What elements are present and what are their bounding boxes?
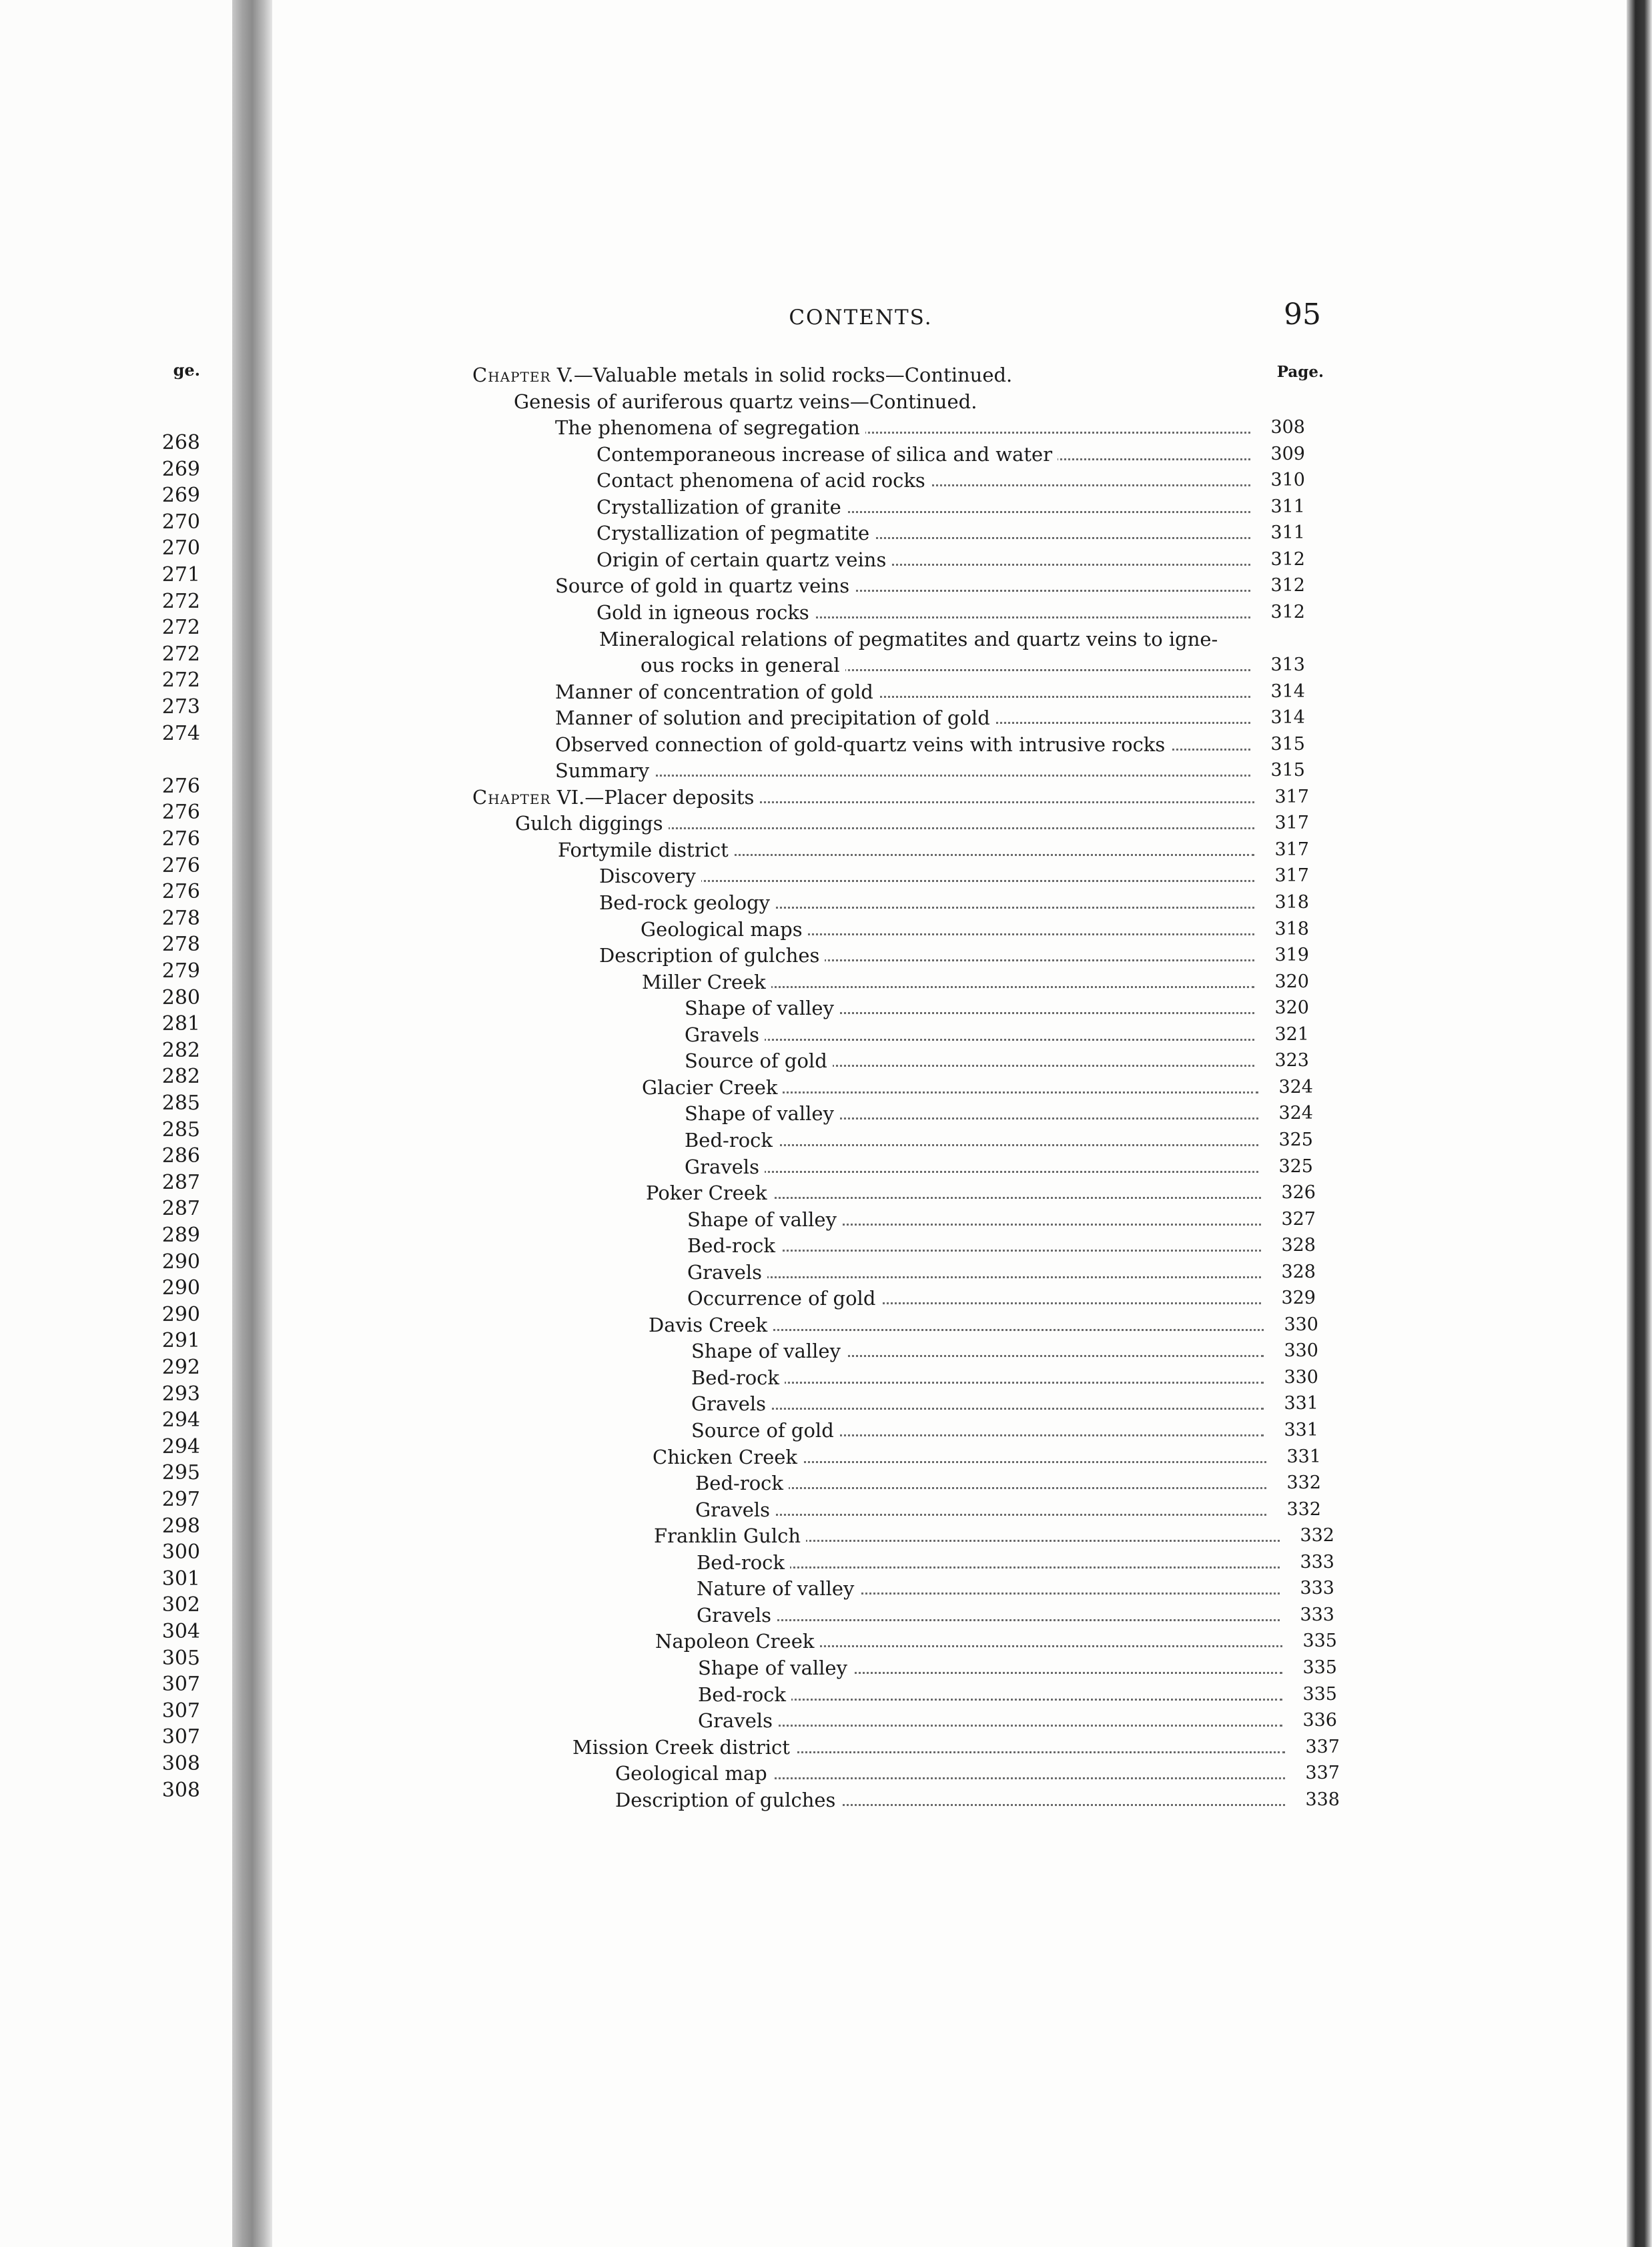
toc-entry-page: 317 bbox=[1270, 863, 1309, 889]
toc-entry-page: 311 bbox=[1266, 520, 1305, 546]
toc-entry-text: Source of gold in quartz veins bbox=[555, 574, 850, 598]
toc-entry-title bbox=[596, 468, 931, 493]
toc-entry-text: Gravels bbox=[698, 1709, 773, 1733]
toc-entry-text: Fortymile district bbox=[558, 838, 729, 861]
left-page-number: 302 bbox=[161, 1593, 200, 1617]
dot-leader bbox=[555, 775, 1250, 777]
toc-entry bbox=[642, 969, 1309, 995]
left-page-number: 281 bbox=[161, 1012, 200, 1036]
toc-entry-page: 311 bbox=[1266, 494, 1305, 520]
toc-entry-page: 331 bbox=[1280, 1418, 1318, 1443]
toc-entry-page: 332 bbox=[1282, 1497, 1321, 1522]
toc-entry bbox=[687, 1286, 1316, 1311]
toc-entry-page: 310 bbox=[1266, 468, 1305, 493]
toc-entry bbox=[697, 1576, 1334, 1601]
toc-entry-page: 337 bbox=[1301, 1761, 1340, 1786]
toc-entry-page: 329 bbox=[1277, 1286, 1316, 1311]
toc-entry-page: 309 bbox=[1266, 442, 1305, 467]
toc-entry-text: Crystallization of pegmatite bbox=[596, 522, 870, 545]
toc-entry-text: Contact phenomena of acid rocks bbox=[596, 469, 925, 492]
toc-entry-title bbox=[596, 547, 891, 572]
left-page-number: 287 bbox=[161, 1170, 200, 1194]
toc-entry-page: 315 bbox=[1266, 758, 1305, 783]
toc-entry bbox=[555, 415, 1305, 440]
toc-entry-page: 324 bbox=[1274, 1075, 1313, 1100]
toc-entry bbox=[691, 1418, 1318, 1443]
toc-entry-text: Contemporaneous increase of silica and water bbox=[596, 442, 1053, 466]
toc-entry-text: Bed-rock geology bbox=[599, 891, 771, 914]
toc-entry-page: 332 bbox=[1282, 1470, 1321, 1496]
toc-entry-title bbox=[685, 995, 839, 1021]
toc-entry-text: Shape of valley bbox=[685, 997, 834, 1020]
toc-entry-page: 328 bbox=[1277, 1233, 1316, 1258]
toc-entry-title bbox=[599, 626, 1223, 652]
toc-entry-page: 312 bbox=[1266, 547, 1305, 572]
toc-entry-title bbox=[685, 1101, 839, 1126]
toc-entry-text: Shape of valley bbox=[691, 1340, 841, 1363]
toc-entry bbox=[599, 863, 1309, 889]
left-page-number: 278 bbox=[161, 906, 200, 930]
left-page-number: 304 bbox=[161, 1620, 200, 1643]
toc-entry-text: Mission Creek district bbox=[572, 1735, 790, 1759]
toc-entry-title bbox=[697, 1603, 777, 1628]
toc-entry-text: Source of gold bbox=[685, 1049, 827, 1073]
toc-entry-text: Glacier Creek bbox=[642, 1075, 778, 1099]
chapter-label: Chapter bbox=[472, 364, 551, 386]
left-page-number: 298 bbox=[161, 1514, 200, 1538]
toc-entry-title bbox=[641, 917, 808, 942]
toc-entry bbox=[685, 1022, 1309, 1047]
toc-entry-page: 320 bbox=[1270, 969, 1309, 995]
toc-entry-title bbox=[687, 1207, 842, 1232]
toc-entry-page: 335 bbox=[1298, 1655, 1337, 1681]
toc-entry-title bbox=[698, 1708, 778, 1733]
toc-entry-title bbox=[642, 1075, 783, 1100]
left-page-number: 272 bbox=[161, 616, 200, 640]
left-page-number: 282 bbox=[161, 1038, 200, 1062]
left-page-number: 308 bbox=[161, 1752, 200, 1775]
toc-entry-page: 315 bbox=[1266, 732, 1305, 757]
left-page-number: 271 bbox=[161, 563, 200, 586]
toc-entry-page: 330 bbox=[1280, 1338, 1318, 1364]
left-page-column-header: ge. bbox=[173, 360, 200, 380]
toc-entry-title bbox=[695, 1497, 775, 1522]
toc-entry-page: 325 bbox=[1274, 1154, 1313, 1180]
toc-entry bbox=[698, 1682, 1337, 1707]
toc-entry-title bbox=[596, 494, 847, 520]
toc-entry-page: 326 bbox=[1277, 1180, 1316, 1206]
left-page-number: 293 bbox=[161, 1382, 200, 1406]
toc-entry-text: Bed-rock bbox=[698, 1683, 786, 1706]
left-page-number: 269 bbox=[161, 484, 200, 508]
toc-entry bbox=[654, 1523, 1334, 1548]
toc-entry-page: 337 bbox=[1301, 1735, 1340, 1760]
toc-entry-title bbox=[555, 758, 655, 783]
left-page-number: 300 bbox=[161, 1540, 200, 1564]
toc-entry-text: Observed connection of gold-quartz veins with intrusive rocks bbox=[555, 733, 1166, 756]
toc-entry-text: Manner of solution and precipitation of gold bbox=[555, 707, 990, 730]
toc-entry-title bbox=[472, 362, 1017, 388]
toc-entry-title bbox=[596, 600, 815, 625]
toc-entry-text: Gravels bbox=[697, 1603, 772, 1627]
toc-entry-text: Bed-rock bbox=[697, 1550, 785, 1574]
toc-entry-title bbox=[697, 1576, 859, 1601]
toc-entry-text: Gravels bbox=[685, 1023, 760, 1046]
toc-entry bbox=[641, 917, 1309, 942]
left-page-number: 268 bbox=[161, 431, 200, 454]
toc-entry-text: Gravels bbox=[695, 1498, 771, 1521]
toc-entry-text: Bed-rock bbox=[685, 1128, 773, 1152]
toc-entry-text: Poker Creek bbox=[646, 1182, 767, 1205]
toc-entry-text: Genesis of auriferous quartz veins—Continued. bbox=[514, 390, 977, 413]
toc-entry-text: Miller Creek bbox=[642, 970, 766, 993]
toc-entry-title bbox=[695, 1470, 789, 1496]
toc-entry-title bbox=[687, 1260, 767, 1285]
toc-entry bbox=[615, 1787, 1340, 1813]
toc-entry-title bbox=[641, 652, 845, 678]
toc-entry-page: 323 bbox=[1270, 1048, 1309, 1073]
toc-entry-title bbox=[691, 1418, 839, 1443]
left-page-number: 289 bbox=[161, 1224, 200, 1247]
toc-entry-title bbox=[691, 1365, 785, 1390]
toc-entry-text: Bed-rock bbox=[687, 1234, 775, 1258]
left-page-number: 285 bbox=[161, 1091, 200, 1115]
dot-leader bbox=[687, 1276, 1261, 1278]
toc-entry-title bbox=[555, 679, 879, 705]
toc-entry-text: The phenomena of segregation bbox=[555, 416, 860, 440]
toc-entry-page: 336 bbox=[1298, 1708, 1337, 1733]
toc-entry-text: Origin of certain quartz veins bbox=[596, 548, 887, 571]
toc-entry bbox=[596, 494, 1305, 520]
book-gutter bbox=[232, 0, 272, 2247]
toc-entry bbox=[685, 1154, 1313, 1180]
toc-entry-page: 320 bbox=[1270, 995, 1309, 1021]
toc-entry-text: Gravels bbox=[685, 1155, 760, 1178]
toc-entry bbox=[697, 1550, 1334, 1575]
toc-entry-title bbox=[685, 1022, 765, 1047]
toc-entry-page: 325 bbox=[1274, 1128, 1313, 1153]
toc-entry-text: Summary bbox=[555, 759, 650, 783]
toc-entry-page: 318 bbox=[1270, 917, 1309, 942]
toc-entry-title bbox=[596, 520, 875, 546]
toc-entry-title bbox=[555, 415, 865, 440]
toc-entry-page: 335 bbox=[1298, 1682, 1337, 1707]
toc-entry-title bbox=[599, 943, 825, 968]
toc-entry bbox=[599, 626, 1305, 652]
left-page-number: 276 bbox=[161, 853, 200, 877]
toc-entry-text: Bed-rock bbox=[691, 1366, 779, 1389]
toc-entry-title bbox=[655, 1629, 819, 1654]
toc-entry-page: 333 bbox=[1296, 1550, 1334, 1575]
toc-entry bbox=[691, 1365, 1318, 1390]
toc-entry-page: 314 bbox=[1266, 705, 1305, 731]
dot-leader bbox=[691, 1408, 1264, 1410]
toc-entry-page: 330 bbox=[1280, 1365, 1318, 1390]
toc-entry-text: Nature of valley bbox=[697, 1577, 855, 1601]
toc-entry bbox=[615, 1761, 1340, 1786]
toc-entry-page: 312 bbox=[1266, 573, 1305, 598]
toc-entry bbox=[695, 1497, 1321, 1522]
toc-entry-text: Chicken Creek bbox=[653, 1445, 797, 1468]
left-page-number: 307 bbox=[161, 1699, 200, 1723]
left-page-number: 290 bbox=[161, 1276, 200, 1300]
toc-entry bbox=[698, 1708, 1337, 1733]
toc-entry-page: 308 bbox=[1266, 415, 1305, 440]
toc-entry-text: VI.—Placer deposits bbox=[550, 785, 755, 809]
toc-entry-page: 338 bbox=[1301, 1787, 1340, 1813]
toc-entry bbox=[599, 890, 1309, 915]
toc-entry-title bbox=[691, 1391, 771, 1416]
toc-entry-text: Geological map bbox=[615, 1762, 767, 1785]
toc-entry-text: Source of gold bbox=[691, 1419, 834, 1442]
left-page-number: 269 bbox=[161, 457, 200, 481]
toc-entry-title bbox=[572, 1735, 795, 1760]
toc-entry bbox=[691, 1391, 1318, 1416]
toc-entry bbox=[555, 573, 1305, 598]
toc-entry-text: Geological maps bbox=[641, 917, 803, 941]
toc-entry-page: 332 bbox=[1296, 1523, 1334, 1548]
toc-entry bbox=[515, 811, 1309, 836]
left-page-number: 276 bbox=[161, 801, 200, 825]
toc-entry-page: 331 bbox=[1282, 1444, 1321, 1470]
toc-entry bbox=[555, 758, 1305, 783]
left-page-number: 274 bbox=[161, 721, 200, 745]
toc-entry-title bbox=[615, 1761, 773, 1786]
toc-entry bbox=[558, 837, 1309, 863]
left-page-number: 290 bbox=[161, 1250, 200, 1274]
left-page-number: 273 bbox=[161, 695, 200, 719]
toc-entry-title bbox=[555, 705, 995, 731]
toc-entry bbox=[572, 1735, 1340, 1760]
toc-entry-page: 328 bbox=[1277, 1260, 1316, 1285]
toc-entry bbox=[472, 362, 1305, 388]
toc-entry-title bbox=[687, 1233, 781, 1258]
toc-entry-text: Shape of valley bbox=[685, 1102, 834, 1126]
toc-entry-page: 317 bbox=[1270, 785, 1309, 810]
toc-entry-title bbox=[596, 442, 1058, 467]
toc-entry-title bbox=[555, 732, 1170, 757]
toc-entry bbox=[697, 1603, 1334, 1628]
left-page-number: 307 bbox=[161, 1725, 200, 1749]
left-page-number: 307 bbox=[161, 1673, 200, 1697]
page-number: 95 bbox=[1284, 298, 1321, 332]
toc-entry-text: Franklin Gulch bbox=[654, 1524, 801, 1548]
toc-entry-text: Gold in igneous rocks bbox=[596, 600, 809, 624]
toc-entry bbox=[653, 1444, 1321, 1470]
dot-leader bbox=[685, 1039, 1254, 1041]
dot-leader bbox=[695, 1514, 1266, 1516]
left-page-number: 276 bbox=[161, 774, 200, 798]
toc-entry bbox=[555, 732, 1305, 757]
left-page-number: 308 bbox=[161, 1778, 200, 1802]
toc-entry bbox=[596, 442, 1305, 467]
left-page-number: 282 bbox=[161, 1065, 200, 1089]
toc-entry-text: Gravels bbox=[691, 1392, 767, 1416]
toc-entry-title bbox=[599, 890, 775, 915]
toc-entry-text: Shape of valley bbox=[687, 1208, 837, 1231]
toc-entry bbox=[599, 943, 1309, 968]
toc-entry-page: 313 bbox=[1266, 652, 1305, 678]
toc-entry bbox=[514, 389, 1305, 414]
toc-entry-page: 321 bbox=[1270, 1022, 1309, 1047]
toc-entry bbox=[687, 1233, 1316, 1258]
left-page-number: 292 bbox=[161, 1356, 200, 1379]
toc-entry bbox=[655, 1629, 1337, 1654]
toc-entry bbox=[555, 705, 1305, 731]
page-column-header: Page. bbox=[1276, 363, 1324, 381]
left-page-number: 278 bbox=[161, 933, 200, 957]
toc-entry-title bbox=[649, 1312, 773, 1338]
toc-entry-title bbox=[646, 1180, 773, 1206]
dot-leader bbox=[698, 1725, 1282, 1727]
left-page-number: 270 bbox=[161, 510, 200, 534]
toc-entry bbox=[687, 1260, 1316, 1285]
toc-entry-text: Davis Creek bbox=[649, 1313, 768, 1336]
toc-entry bbox=[555, 679, 1305, 705]
left-page-number: 276 bbox=[161, 827, 200, 851]
left-page-number: 294 bbox=[161, 1408, 200, 1432]
toc-entry-text: Mineralogical relations of pegmatites and quartz veins to igne- bbox=[599, 627, 1218, 650]
toc-entry bbox=[649, 1312, 1318, 1338]
toc-entry bbox=[687, 1207, 1316, 1232]
left-page-number: 294 bbox=[161, 1434, 200, 1458]
toc-entry-page: 327 bbox=[1277, 1207, 1316, 1232]
toc-entry bbox=[685, 1101, 1313, 1126]
left-page-number: 276 bbox=[161, 880, 200, 904]
toc-entry bbox=[695, 1470, 1321, 1496]
toc-entry-text: Discovery bbox=[599, 865, 696, 888]
toc-entry bbox=[472, 785, 1309, 810]
toc-entry-page: 318 bbox=[1270, 890, 1309, 915]
toc-entry-title bbox=[642, 969, 771, 995]
toc-entry-page: 314 bbox=[1266, 679, 1305, 705]
toc-entry-title bbox=[698, 1655, 853, 1681]
toc-entry-title bbox=[654, 1523, 806, 1548]
left-page-number: 272 bbox=[161, 642, 200, 666]
running-title: CONTENTS. bbox=[789, 306, 933, 330]
toc-entry-text: Gravels bbox=[687, 1260, 763, 1284]
toc-entry-page: 333 bbox=[1296, 1603, 1334, 1628]
toc-entry bbox=[646, 1180, 1316, 1206]
toc-entry-page: 331 bbox=[1280, 1391, 1318, 1416]
toc-entry bbox=[685, 1048, 1309, 1073]
left-page bbox=[0, 0, 232, 2247]
left-page-number: 272 bbox=[161, 668, 200, 693]
left-page-number: 285 bbox=[161, 1117, 200, 1142]
left-page-number: 290 bbox=[161, 1302, 200, 1326]
toc-entry-title bbox=[691, 1338, 846, 1364]
toc-entry bbox=[641, 652, 1305, 678]
toc-entry-text: Occurrence of gold bbox=[687, 1287, 876, 1310]
toc-entry bbox=[685, 995, 1309, 1021]
toc-entry-text: Napoleon Creek bbox=[655, 1630, 815, 1653]
toc-entry-text: Manner of concentration of gold bbox=[555, 680, 873, 703]
left-page-number: 301 bbox=[161, 1566, 200, 1591]
left-page-number: 295 bbox=[161, 1461, 200, 1485]
left-page-number: 272 bbox=[161, 589, 200, 613]
dot-leader bbox=[697, 1619, 1280, 1621]
toc-entry-text: V.—Valuable metals in solid rocks—Continued. bbox=[550, 364, 1013, 386]
toc-entry bbox=[596, 520, 1305, 546]
left-page-number: 286 bbox=[161, 1144, 200, 1168]
left-page-number: 280 bbox=[161, 985, 200, 1009]
toc-entry-page: 317 bbox=[1270, 837, 1309, 863]
toc-entry-page: 324 bbox=[1274, 1101, 1313, 1126]
left-page-number: 279 bbox=[161, 959, 200, 983]
toc-entry bbox=[642, 1075, 1313, 1100]
toc-entry-page: 330 bbox=[1280, 1312, 1318, 1338]
toc-entry-title bbox=[472, 785, 759, 810]
left-page-number: 297 bbox=[161, 1488, 200, 1511]
toc-entry-text: Shape of valley bbox=[698, 1656, 847, 1679]
toc-entry-text: Crystallization of granite bbox=[596, 495, 841, 518]
left-page-number: 287 bbox=[161, 1197, 200, 1221]
left-page-number: 305 bbox=[161, 1646, 200, 1670]
chapter-label: Chapter bbox=[472, 785, 551, 809]
toc-entry-text: ous rocks in general bbox=[641, 654, 840, 677]
toc-entry-title bbox=[697, 1550, 790, 1575]
toc-entry-page: 319 bbox=[1270, 943, 1309, 968]
toc-entry-page: 312 bbox=[1266, 600, 1305, 625]
toc-entry-title bbox=[685, 1048, 833, 1073]
toc-entry-page: 335 bbox=[1298, 1629, 1337, 1654]
toc-entry bbox=[691, 1338, 1318, 1364]
left-page-number: 270 bbox=[161, 536, 200, 560]
toc-entry-page: 317 bbox=[1270, 811, 1309, 836]
toc-entry-title bbox=[685, 1128, 778, 1153]
toc-entry-page: 333 bbox=[1296, 1576, 1334, 1601]
dot-leader bbox=[685, 1171, 1258, 1173]
left-page-number: 291 bbox=[161, 1329, 200, 1353]
toc-entry bbox=[596, 547, 1305, 572]
toc-entry bbox=[698, 1655, 1337, 1681]
toc-entry-title bbox=[653, 1444, 803, 1470]
toc-entry-text: Description of gulches bbox=[599, 944, 820, 967]
toc-entry-title bbox=[514, 389, 982, 414]
toc-entry-title bbox=[685, 1154, 765, 1180]
toc-entry-title bbox=[555, 573, 855, 598]
page-edge bbox=[1627, 0, 1652, 2247]
toc-entry-text: Gulch diggings bbox=[515, 812, 663, 835]
toc-entry-title bbox=[599, 863, 701, 889]
toc-entry-title bbox=[687, 1286, 881, 1311]
toc-entry-text: Description of gulches bbox=[615, 1788, 836, 1811]
toc-entry bbox=[596, 468, 1305, 493]
toc-entry bbox=[685, 1128, 1313, 1153]
toc-entry-title bbox=[698, 1682, 791, 1707]
toc-entry-title bbox=[615, 1787, 841, 1813]
toc-entry-title bbox=[558, 837, 734, 863]
toc-entry bbox=[596, 600, 1305, 625]
toc-entry-title bbox=[515, 811, 669, 836]
toc-entry-text: Bed-rock bbox=[695, 1472, 783, 1495]
